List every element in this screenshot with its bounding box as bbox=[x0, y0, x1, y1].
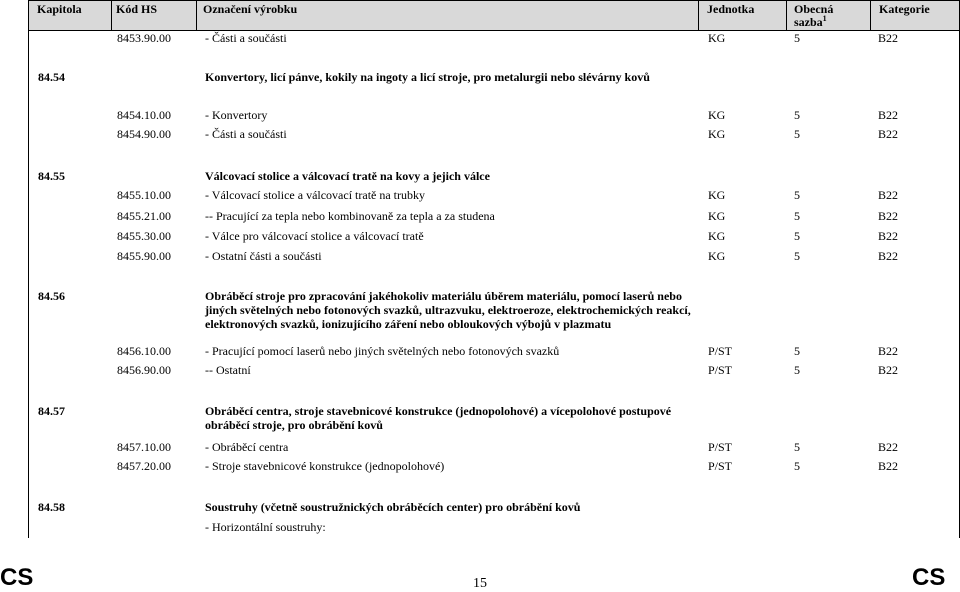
row-category: B22 bbox=[878, 108, 899, 122]
row-chapter: 84.54 bbox=[38, 70, 65, 84]
row-description: Válcovací stolice a válcovací tratě na kovy a jejich válce bbox=[205, 169, 490, 183]
row-category: B22 bbox=[878, 344, 899, 358]
row-rate: 5 bbox=[794, 188, 800, 202]
row-rate: 5 bbox=[794, 108, 800, 122]
row-category: B22 bbox=[878, 363, 899, 377]
row-code: 8457.20.00 bbox=[117, 459, 171, 473]
header-col-divider bbox=[786, 0, 787, 30]
row-unit: KG bbox=[708, 249, 726, 263]
header-col-divider bbox=[111, 0, 112, 30]
row-description: Obráběcí centra, stroje stavebnicové konstrukce (jednopolohové) a vícepolohové postupové obráběcí stroje, pro obrábění kovů bbox=[205, 404, 672, 432]
row-rate: 5 bbox=[794, 127, 800, 141]
row-code: 8455.90.00 bbox=[117, 249, 171, 263]
row-unit: KG bbox=[708, 229, 726, 243]
row-unit: KG bbox=[708, 31, 726, 45]
row-description: - Ostatní části a součásti bbox=[205, 249, 322, 263]
row-unit: KG bbox=[708, 127, 726, 141]
row-description: - Části a součásti bbox=[205, 31, 287, 45]
header-kategorie: Kategorie bbox=[879, 2, 930, 16]
row-unit: KG bbox=[708, 108, 726, 122]
row-description: - Obráběcí centra bbox=[205, 440, 289, 454]
row-description: - Válce pro válcovací stolice a válcovací tratě bbox=[205, 229, 424, 243]
header-kapitola: Kapitola bbox=[37, 2, 82, 16]
row-unit: KG bbox=[708, 188, 726, 202]
row-description: - Válcovací stolice a válcovací tratě na trubky bbox=[205, 188, 426, 202]
row-unit: P/ST bbox=[708, 440, 733, 454]
row-description: -- Ostatní bbox=[205, 363, 251, 377]
row-description: Soustruhy (včetně soustružnických obráběcích center) pro obrábění kovů bbox=[205, 500, 581, 514]
row-chapter: 84.58 bbox=[38, 500, 65, 514]
row-category: B22 bbox=[878, 440, 899, 454]
header-kod-hs: Kód HS bbox=[116, 2, 158, 16]
row-category: B22 bbox=[878, 229, 899, 243]
row-description: - Části a součásti bbox=[205, 127, 287, 141]
row-category: B22 bbox=[878, 188, 899, 202]
row-description: -- Pracující za tepla nebo kombinovaně za tepla a za studena bbox=[205, 209, 495, 223]
row-rate: 5 bbox=[794, 363, 800, 377]
row-rate: 5 bbox=[794, 344, 800, 358]
row-code: 8454.90.00 bbox=[117, 127, 171, 141]
row-code: 8454.10.00 bbox=[117, 108, 171, 122]
header-col-divider bbox=[196, 0, 197, 30]
row-category: B22 bbox=[878, 31, 899, 45]
header-oznaceni: Označení výrobku bbox=[203, 2, 298, 16]
row-rate: 5 bbox=[794, 209, 800, 223]
row-description: - Stroje stavebnicové konstrukce (jednopolohové) bbox=[205, 459, 445, 473]
row-chapter: 84.56 bbox=[38, 289, 65, 303]
row-code: 8453.90.00 bbox=[117, 31, 171, 45]
row-code: 8456.90.00 bbox=[117, 363, 171, 377]
footer-language-mark-right: CS bbox=[912, 564, 946, 591]
row-description: - Horizontální soustruhy: bbox=[205, 520, 326, 534]
page-number: 15 bbox=[473, 576, 487, 591]
row-description: - Pracující pomocí laserů nebo jiných světelných nebo fotonových svazků bbox=[205, 344, 560, 358]
header-jednotka: Jednotka bbox=[707, 2, 755, 16]
row-code: 8457.10.00 bbox=[117, 440, 171, 454]
header-obecna-sazba bbox=[794, 3, 846, 29]
row-unit: KG bbox=[708, 209, 726, 223]
row-unit: P/ST bbox=[708, 344, 733, 358]
row-unit: P/ST bbox=[708, 363, 733, 377]
row-unit: P/ST bbox=[708, 459, 733, 473]
row-rate: 5 bbox=[794, 459, 800, 473]
row-rate: 5 bbox=[794, 31, 800, 45]
row-description: - Konvertory bbox=[205, 108, 268, 122]
row-chapter: 84.57 bbox=[38, 404, 65, 418]
row-code: 8455.10.00 bbox=[117, 188, 171, 202]
table-border-left bbox=[28, 0, 29, 538]
row-category: B22 bbox=[878, 459, 899, 473]
table-border-top bbox=[28, 0, 959, 1]
row-code: 8455.21.00 bbox=[117, 209, 171, 223]
row-description: Konvertory, licí pánve, kokily na ingoty a licí stroje, pro metalurgii nebo slévárny kovů bbox=[205, 70, 650, 84]
row-category: B22 bbox=[878, 209, 899, 223]
row-category: B22 bbox=[878, 249, 899, 263]
row-rate: 5 bbox=[794, 249, 800, 263]
table-header bbox=[28, 0, 959, 30]
row-code: 8456.10.00 bbox=[117, 344, 171, 358]
header-obecna-sazba-text: Obecná sazba bbox=[794, 2, 834, 29]
header-col-divider bbox=[698, 0, 699, 30]
header-col-divider bbox=[870, 0, 871, 30]
row-chapter: 84.55 bbox=[38, 169, 65, 183]
row-rate: 5 bbox=[794, 229, 800, 243]
row-description: Obráběcí stroje pro zpracování jakéhokoliv materiálu úběrem materiálu, pomocí laserů nebo jiných světelných nebo fotonových svazků, ultrazvuku, elektroeroze, elektrochemických reakcí, elektronových svazků, ionizujícího záření nebo obloukových výbojů v plazmatu bbox=[205, 289, 691, 331]
footer-language-mark-left: CS bbox=[0, 564, 34, 591]
footnote-marker: 1 bbox=[822, 14, 827, 23]
row-rate: 5 bbox=[794, 440, 800, 454]
row-code: 8455.30.00 bbox=[117, 229, 171, 243]
row-category: B22 bbox=[878, 127, 899, 141]
